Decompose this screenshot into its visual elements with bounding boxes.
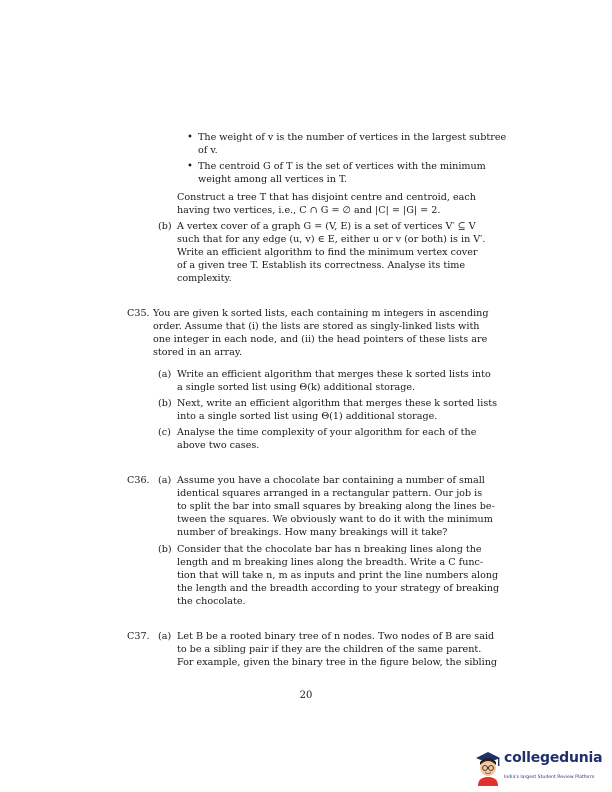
bullet-dot: •	[187, 161, 193, 172]
bullet-dot: •	[187, 132, 193, 143]
part-label: (a)	[158, 631, 172, 642]
text-line: Next, write an efficient algorithm that merges these k sorted lists	[177, 398, 498, 409]
text-line: Consider that the chocolate bar has n breaking lines along the	[177, 544, 482, 555]
text-line: into a single sorted list using Θ(1) additional storage.	[177, 411, 438, 422]
text-line: Assume you have a chocolate bar containing a number of small	[177, 475, 485, 486]
part-label: (a)	[158, 475, 172, 486]
question-number: C37.	[127, 631, 150, 642]
question-number: C35.	[127, 308, 150, 319]
text-line: stored in an array.	[153, 347, 243, 358]
part-label: (a)	[158, 369, 172, 380]
logo-wordmark: collegedunia	[504, 750, 603, 766]
text-line: length and m breaking lines along the breadth. Write a C func-	[177, 557, 484, 568]
logo-tagline: India's largest Student Review Platform	[504, 775, 595, 780]
text-line: Let B be a rooted binary tree of n nodes. Two nodes of B are said	[177, 631, 495, 642]
text-line: the chocolate.	[177, 596, 246, 607]
text-line: tween the squares. We obviously want to do it with the minimum	[177, 514, 493, 525]
question-number: C36.	[127, 475, 150, 486]
text-line: For example, given the binary tree in the figure below, the sibling	[177, 657, 498, 668]
collegedunia-logo	[470, 748, 612, 792]
text-line: The weight of v is the number of vertices in the largest subtree	[198, 132, 507, 143]
text-line: complexity.	[177, 273, 232, 284]
text-line: of a given tree T. Establish its correctness. Analyse its time	[177, 260, 466, 271]
part-label: (c)	[158, 427, 171, 438]
part-label: (b)	[158, 221, 172, 232]
text-line: of v.	[198, 145, 218, 156]
text-line: number of breakings. How many breakings will it take?	[177, 527, 448, 538]
part-label: (b)	[158, 544, 172, 555]
text-line: a single sorted list using Θ(k) additional storage.	[177, 382, 416, 393]
text-line: tion that will take n, m as inputs and print the line numbers along	[177, 570, 499, 581]
part-label: (b)	[158, 398, 172, 409]
text-line: such that for any edge (u, v) ∈ E, either u or v (or both) is in V′.	[177, 234, 486, 245]
text-line: Write an efficient algorithm that merges these k sorted lists into	[177, 369, 491, 380]
text-line: order. Assume that (i) the lists are stored as singly-linked lists with	[153, 321, 480, 332]
text-line: Construct a tree T that has disjoint centre and centroid, each	[177, 192, 476, 203]
text-line: A vertex cover of a graph G = (V, E) is a set of vertices V′ ⊆ V	[177, 221, 476, 232]
text-line: Analyse the time complexity of your algorithm for each of the	[177, 427, 477, 438]
graduate-mascot-icon	[472, 748, 504, 786]
text-line: weight among all vertices in T.	[198, 174, 348, 185]
text-line: above two cases.	[177, 440, 260, 451]
text-line: the length and the breadth according to your strategy of breaking	[177, 583, 500, 594]
text-line: one integer in each node, and (ii) the head pointers of these lists are	[153, 334, 488, 345]
text-line: Write an efficient algorithm to find the minimum vertex cover	[177, 247, 478, 258]
text-line: The centroid G of T is the set of vertices with the minimum	[198, 161, 486, 172]
text-line: to be a sibling pair if they are the children of the same parent.	[177, 644, 482, 655]
text-line: to split the bar into small squares by breaking along the lines be-	[177, 501, 495, 512]
page-number: 20	[299, 690, 313, 701]
text-line: having two vertices, i.e., C ∩ G = ∅ and |C| = |G| = 2.	[177, 205, 441, 216]
text-line: You are given k sorted lists, each containing m integers in ascending	[153, 308, 489, 319]
text-line: identical squares arranged in a rectangular pattern. Our job is	[177, 488, 483, 499]
